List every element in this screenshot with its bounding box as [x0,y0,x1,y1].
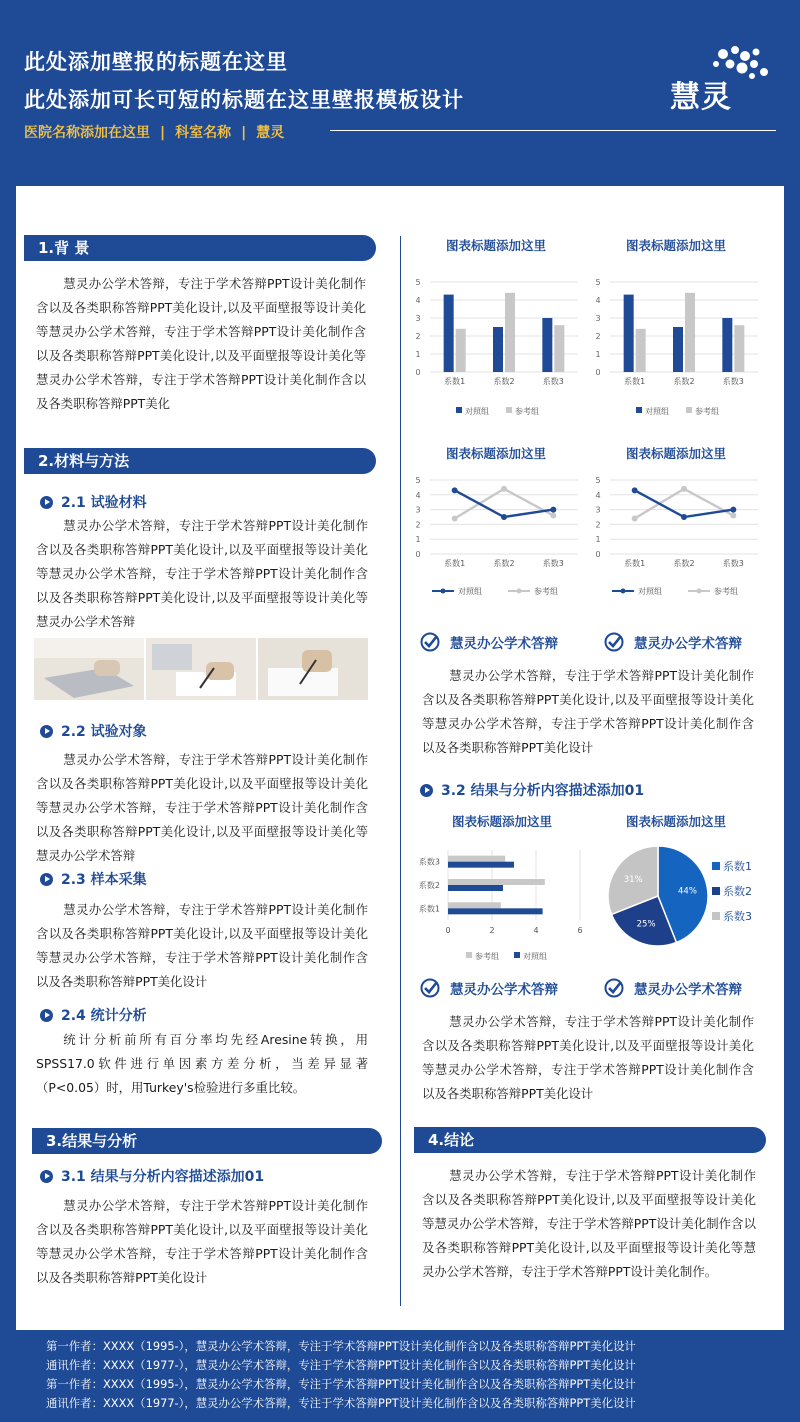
y-tick-label: 5 [415,278,421,287]
y-tick-label: 2 [415,332,421,341]
bar-chart-1 [408,272,588,422]
affiliation-line: 医院名称添加在这里 | 科室名称 | 慧灵 [24,125,285,141]
logo-text: 慧灵 [670,80,732,115]
subheading-2-1: 2.1 试验材料 [40,492,147,512]
play-bullet-icon [40,1170,53,1183]
y-tick-label: 0 [595,550,601,559]
right-text-a: 慧灵办公学术答辩，专注于学术答辩PPT设计美化制作含以及各类职称答辩PPT美化设计,以及平面壁报等设计美化等慧灵办公学术答辩，专注于学术答辩PPT设计美化制作含以及各类职称答辩PPT美化设计 [422,668,754,755]
chart-title-5: 图表标题添加这里 [451,814,552,829]
y-tick-label: 1 [595,350,601,359]
y-tick-label: 4 [415,490,421,500]
bar-对照组 [673,327,683,372]
pie-chart [600,842,780,952]
y-tick-label: 系数2 [418,881,440,890]
methods-2-1-text: 慧灵办公学术答辩，专注于学术答辩PPT设计美化制作含以及各类职称答辩PPT美化设计,以及平面壁报等设计美化等慧灵办公学术答辩，专注于学术答辩PPT设计美化制作含以及各类职称答辩PPT美化设计,以及平面壁报等设计美化等慧灵办公学术答辩 [36,518,368,629]
point-参考组 [452,515,458,521]
chart-title-2: 图表标题添加这里 [625,238,726,253]
section-heading-background: 1.背 景 [24,235,376,261]
legend-swatch [441,589,446,594]
y-tick-label: 1 [415,350,421,359]
conclusion-text: 慧灵办公学术答辩，专注于学术答辩PPT设计美化制作含以及各类职称答辩PPT美化设计,以及平面壁报等设计美化等慧灵办公学术答辩，专注于学术答辩PPT设计美化制作含以及各类职称答辩PPT美化设计,以及平面壁报等设计美化等慧灵办公学术答辩，专注于学术答辩PPT设计美化制作。 [422,1168,756,1279]
play-bullet-icon [420,784,433,797]
chart-title-6: 图表标题添加这里 [625,814,726,829]
point-对照组 [501,514,507,520]
pie-value-label: 44% [678,886,697,897]
x-tick-label: 系数3 [542,559,564,568]
check-circle-icon [420,978,440,998]
chart-title-4: 图表标题添加这里 [625,446,726,461]
bar-参考组 [734,325,744,372]
legend-label: 系数3 [723,910,752,923]
x-tick-label: 系数2 [493,559,515,568]
subheading-2-3: 2.3 样本采集 [40,869,147,889]
legend-swatch [636,407,642,413]
subheading-3-1: 3.1 结果与分析内容描述添加01 [40,1166,264,1186]
check-heading-b: 慧灵办公学术答辩 [604,632,742,652]
x-tick-label: 0 [445,926,451,935]
methods-2-4-text: 统计分析前所有百分率均先经Aresine转换，用SPSS17.0软件进行单因素方差分析，当差异显著（P<0.05）时，用Turkey's检验进行多重比较。 [36,1032,368,1095]
subheading-3-2: 3.2 结果与分析内容描述添加01 [420,780,644,800]
photo-laptop [34,638,144,700]
play-bullet-icon [40,725,53,738]
bar-参考组 [456,329,466,372]
bar-对照组 [624,295,634,372]
legend-swatch [697,589,702,594]
bar-参考组 [636,329,646,372]
x-tick-label: 系数1 [444,559,466,568]
play-bullet-icon [40,496,53,509]
x-tick-label: 2 [489,926,495,935]
point-参考组 [550,513,556,519]
x-tick-label: 系数2 [493,377,515,386]
y-tick-label: 0 [415,368,421,377]
poster-title-line2: 此处添加可长可短的标题在这里壁报模板设计 [24,88,464,112]
y-tick-label: 3 [415,314,421,323]
y-tick-label: 1 [595,535,601,545]
results-3-1-text: 慧灵办公学术答辩，专注于学术答辩PPT设计美化制作含以及各类职称答辩PPT美化设计,以及平面壁报等设计美化等慧灵办公学术答辩，专注于学术答辩PPT设计美化制作含以及各类职称答辩PPT美化设计 [36,1198,368,1285]
x-tick-label: 系数1 [624,559,646,568]
bar-对照组 [542,318,552,372]
x-tick-label: 系数3 [722,559,744,568]
photo-notes [258,638,368,700]
check-circle-icon [420,632,440,652]
check-heading-a: 慧灵办公学术答辩 [420,632,558,652]
methods-2-2-text: 慧灵办公学术答辩，专注于学术答辩PPT设计美化制作含以及各类职称答辩PPT美化设计,以及平面壁报等设计美化等慧灵办公学术答辩，专注于学术答辩PPT设计美化制作含以及各类职称答辩PPT美化设计,以及平面壁报等设计美化等慧灵办公学术答辩 [36,752,368,863]
check-circle-icon [604,632,624,652]
subheading-2-2: 2.2 试验对象 [40,721,147,741]
legend-swatch [712,912,720,920]
y-tick-label: 4 [415,296,421,305]
legend-label: 对照组 [638,587,662,596]
legend-label: 对照组 [645,407,669,416]
check-heading-d: 慧灵办公学术答辩 [604,978,742,998]
point-对照组 [452,487,458,493]
x-tick-label: 系数1 [444,377,466,386]
x-tick-label: 系数2 [673,377,695,386]
point-参考组 [681,486,687,492]
point-参考组 [632,515,638,521]
y-tick-label: 0 [415,550,421,559]
pie-value-label: 25% [636,919,656,930]
bar-对照组 [448,885,503,891]
legend-swatch [686,407,692,413]
methods-2-3-text: 慧灵办公学术答辩，专注于学术答辩PPT设计美化制作含以及各类职称答辩PPT美化设计,以及平面壁报等设计美化等慧灵办公学术答辩，专注于学术答辩PPT设计美化制作含以及各类职称答辩PPT美化设计 [36,902,368,989]
y-tick-label: 2 [595,520,601,530]
photo-writing [146,638,256,700]
bar-对照组 [448,908,543,914]
point-参考组 [501,486,507,492]
bar-参考组 [448,902,501,908]
play-bullet-icon [40,873,53,886]
background-text: 慧灵办公学术答辩，专注于学术答辩PPT设计美化制作含以及各类职称答辩PPT美化设计,以及平面壁报等设计美化等慧灵办公学术答辩，专注于学术答辩PPT设计美化制作含以及各类职称答辩PPT美化设计,以及平面壁报等设计美化等慧灵办公学术答辩，专注于学术答辩PPT设计美化制作含以及各类职称答辩PPT美化 [36,276,366,411]
pie-value-label: 31% [623,875,643,886]
y-tick-label: 5 [595,278,601,287]
y-tick-label: 5 [415,476,421,485]
line-chart-2 [588,470,768,604]
bar-对照组 [444,295,454,372]
point-对照组 [550,507,556,513]
x-tick-label: 系数3 [722,377,744,386]
footer-author-1: 第一作者：XXXX（1995-），慧灵办公学术答辩，专注于学术答辩PPT设计美化制作含以及各类职称答辩PPT美化设计 [46,1339,636,1353]
chart-title-3: 图表标题添加这里 [445,446,546,461]
point-对照组 [632,487,638,493]
brand-name: 慧灵 [256,125,285,141]
y-tick-label: 2 [415,520,421,530]
legend-swatch [517,589,522,594]
y-tick-label: 3 [415,505,421,515]
hospital-name: 医院名称添加在这里 [24,125,150,141]
legend-swatch [506,407,512,413]
logo [668,42,778,118]
y-tick-label: 0 [595,368,601,377]
point-参考组 [730,513,736,519]
legend-label: 对照组 [523,952,547,961]
y-tick-label: 3 [595,314,601,323]
header-divider [330,130,776,131]
legend-swatch [456,407,462,413]
check-circle-icon [604,978,624,998]
bar-参考组 [448,879,545,885]
legend-label: 参考组 [534,587,558,596]
footer-author-2: 通讯作者：XXXX（1977-），慧灵办公学术答辩，专注于学术答辩PPT设计美化制作含以及各类职称答辩PPT美化设计 [46,1358,636,1372]
y-tick-label: 5 [595,476,601,485]
section-heading-methods: 2.材料与方法 [24,448,376,474]
y-tick-label: 3 [595,505,601,515]
y-tick-label: 系数1 [418,904,440,914]
bar-对照组 [722,318,732,372]
bar-对照组 [493,327,503,372]
y-tick-label: 系数3 [418,857,440,867]
bar-参考组 [448,856,505,862]
x-tick-label: 4 [533,926,539,935]
bar-参考组 [554,325,564,372]
x-tick-label: 系数1 [624,377,646,386]
point-对照组 [730,507,736,513]
chart-title-1: 图表标题添加这里 [445,238,546,253]
legend-label: 参考组 [714,587,738,596]
line-chart-1 [408,470,588,604]
legend-label: 对照组 [458,587,482,596]
legend-label: 对照组 [465,407,489,416]
x-tick-label: 6 [577,926,583,935]
play-bullet-icon [40,1009,53,1022]
legend-label: 参考组 [515,407,539,416]
legend-label: 系数2 [723,885,752,898]
y-tick-label: 4 [595,296,601,305]
bar-参考组 [505,293,515,372]
section-heading-conclusion: 4.结论 [414,1127,766,1153]
legend-label: 系数1 [723,860,752,873]
section-heading-results: 3.结果与分析 [32,1128,382,1154]
right-text-b: 慧灵办公学术答辩，专注于学术答辩PPT设计美化制作含以及各类职称答辩PPT美化设计,以及平面壁报等设计美化等慧灵办公学术答辩，专注于学术答辩PPT设计美化制作含以及各类职称答辩PPT美化设计 [422,1014,754,1101]
x-tick-label: 系数2 [673,559,695,568]
legend-swatch [712,862,720,870]
legend-swatch [466,952,472,958]
bar-参考组 [685,293,695,372]
legend-label: 参考组 [475,952,499,961]
point-对照组 [681,514,687,520]
column-divider [400,236,401,1306]
poster-title-line1: 此处添加壁报的标题在这里 [24,50,288,74]
legend-swatch [712,887,720,895]
footer-author-3: 第一作者：XXXX（1995-），慧灵办公学术答辩，专注于学术答辩PPT设计美化制作含以及各类职称答辩PPT美化设计 [46,1377,636,1391]
department-name: 科室名称 [175,125,232,141]
y-tick-label: 4 [595,490,601,500]
bar-对照组 [448,862,514,868]
legend-label: 参考组 [695,407,719,416]
bar-chart-2 [588,272,768,422]
y-tick-label: 1 [415,535,421,545]
check-heading-c: 慧灵办公学术答辩 [420,978,558,998]
subheading-2-4: 2.4 统计分析 [40,1005,147,1025]
horizontal-bar-chart [410,842,596,968]
legend-swatch [514,952,520,958]
y-tick-label: 2 [595,332,601,341]
footer-author-4: 通讯作者：XXXX（1977-），慧灵办公学术答辩，专注于学术答辩PPT设计美化制作含以及各类职称答辩PPT美化设计 [46,1396,636,1410]
legend-swatch [621,589,626,594]
x-tick-label: 系数3 [542,377,564,386]
